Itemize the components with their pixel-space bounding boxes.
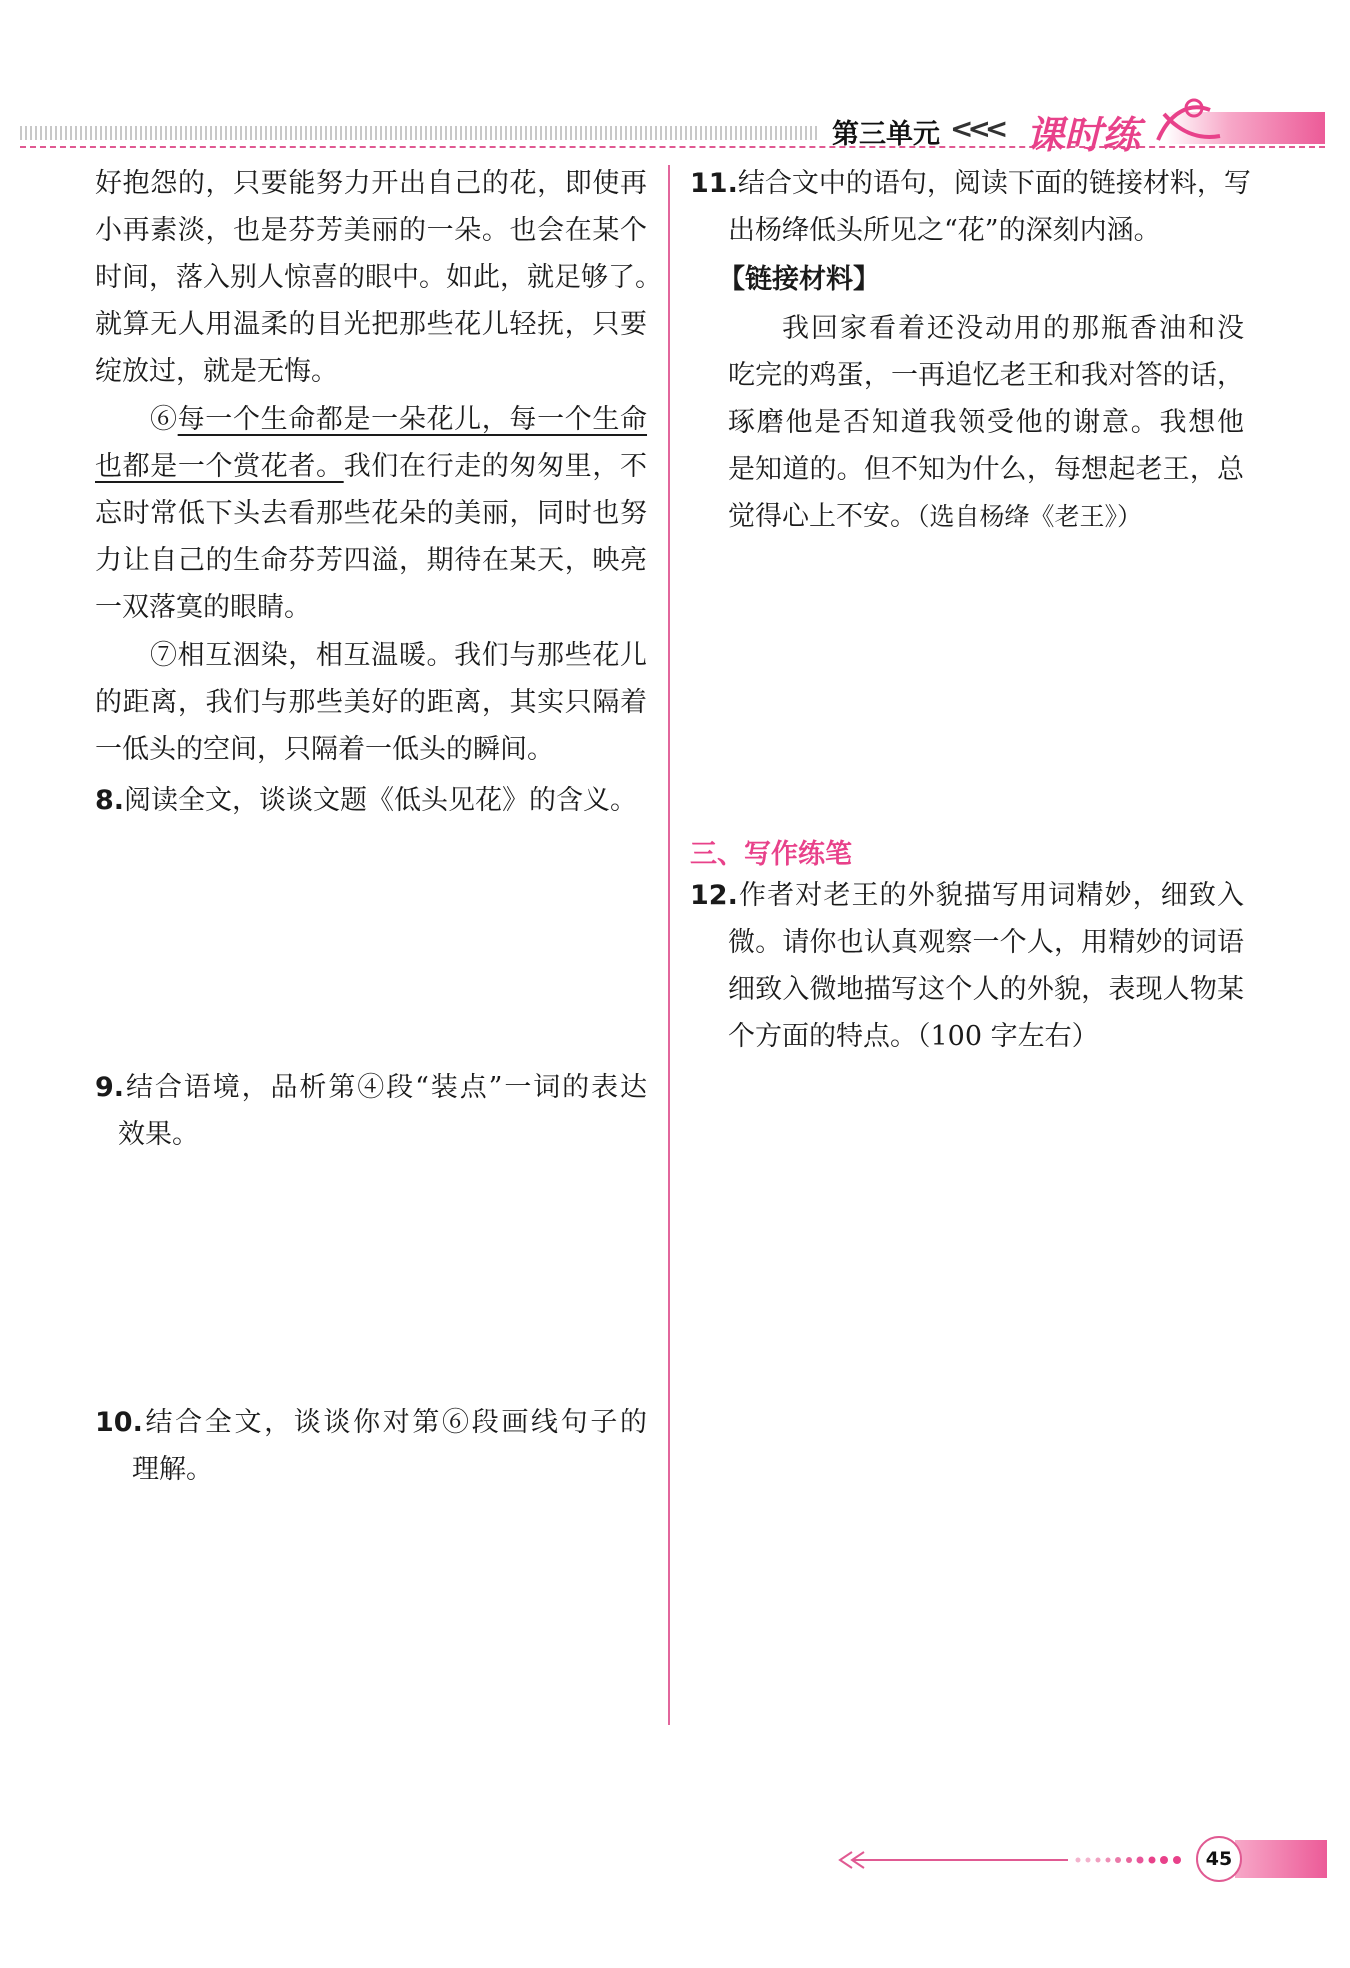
link-line-2: 吃完的鸡蛋，一再追忆老王和我对答的话， <box>728 360 1244 391</box>
question-11-number: 11. <box>690 168 738 199</box>
question-12-line-4: 个方面的特点。（100 字左右） <box>728 1021 1099 1052</box>
question-11-text-1: 结合文中的语句，阅读下面的链接材料，写 <box>737 168 1251 199</box>
para6-line-2-rest: 我们在行走的匆匆里，不 <box>343 451 648 482</box>
question-12-text-1: 作者对老王的外貌描写用词精妙，细致入 <box>737 880 1244 911</box>
page-number: 45 <box>1196 1836 1242 1882</box>
question-10-line-1 <box>95 1405 647 1441</box>
question-11-line-2: 出杨绛低头所见之“花”的深刻内涵。 <box>728 215 1161 246</box>
footer-arrow-icon <box>838 1848 1198 1872</box>
left-line-3: 时间，落入别人惊喜的眼中。如此，就足够了。 <box>95 262 662 293</box>
link-line-4: 是知道的。但不知为什么，每想起老王，总 <box>728 454 1244 485</box>
link-last-text: 觉得心上不安。 <box>728 501 917 532</box>
link-line-5 <box>728 499 1244 535</box>
question-12-line-3: 细致入微地描写这个人的外貌，表现人物某 <box>728 974 1244 1005</box>
para6-line-5: 一双落寞的眼睛。 <box>95 592 311 623</box>
left-line-5: 绽放过，就是无悔。 <box>95 356 338 387</box>
left-line-1: 好抱怨的，只要能努力开出自己的花，即使再 <box>95 168 647 199</box>
footer-pink-bar <box>1235 1840 1327 1878</box>
link-line-1: 我回家看着还没动用的那瓶香油和没 <box>782 313 1244 344</box>
para7-line-2: 的距离，我们与那些美好的距离，其实只隔着 <box>95 687 647 718</box>
column-divider <box>668 165 670 1725</box>
link-material-title: 【链接材料】 <box>718 264 880 295</box>
para6-line-1 <box>150 402 647 438</box>
question-10-line-2: 理解。 <box>132 1454 213 1485</box>
para6-line-2 <box>95 449 647 485</box>
question-8 <box>95 783 647 819</box>
para6-line-4: 力让自己的生命芬芳四溢，期待在某天，映亮 <box>95 545 647 576</box>
question-8-text: 阅读全文，谈谈文题《低头见花》的含义。 <box>124 785 638 816</box>
question-12-line-1 <box>690 878 1244 914</box>
section-writing-practice: 三、写作练笔 <box>690 839 852 870</box>
para7-line-1: ⑦相互洇染，相互温暖。我们与那些花儿 <box>150 640 647 671</box>
swirl-logo-icon <box>1150 92 1230 152</box>
question-9-line-1 <box>95 1070 647 1106</box>
question-12-line-2: 微。请你也认真观察一个人，用精妙的词语 <box>728 927 1244 958</box>
para6-line-3: 忘时常低下头去看那些花朵的美丽，同时也努 <box>95 498 647 529</box>
underlined-sentence-a: 每一个生命都是一朵花儿，每一个生命 <box>177 404 648 435</box>
question-8-number: 8. <box>95 785 125 816</box>
question-9-line-2: 效果。 <box>118 1119 199 1150</box>
question-12-number: 12. <box>690 880 738 911</box>
link-line-3: 琢磨他是否知道我领受他的谢意。我想他 <box>728 407 1244 438</box>
brand-logo-text: 课时练 <box>1026 113 1141 157</box>
question-10-text-1: 结合全文，谈谈你对第⑥段画线句子的 <box>142 1407 647 1438</box>
link-source: （选自杨绛《老王》） <box>917 502 1143 531</box>
underlined-sentence-b: 也都是一个赏花者。 <box>95 451 344 482</box>
question-9-number: 9. <box>95 1072 125 1103</box>
left-line-4: 就算无人用温柔的目光把那些花儿轻抚，只要 <box>95 309 647 340</box>
para7-line-3: 一低头的空间，只隔着一低头的瞬间。 <box>95 734 554 765</box>
question-11-line-1 <box>690 166 1251 202</box>
header-stripes <box>20 126 820 140</box>
left-line-2: 小再素淡，也是芬芳美丽的一朵。也会在某个 <box>95 215 647 246</box>
chevrons-left-icon: <<< <box>950 112 1003 145</box>
question-9-text-1: 结合语境，品析第④段“装点”一词的表达 <box>124 1072 647 1103</box>
para-marker-6: ⑥ <box>150 404 178 435</box>
question-10-number: 10. <box>95 1407 143 1438</box>
unit-title: 第三单元 <box>832 119 940 150</box>
